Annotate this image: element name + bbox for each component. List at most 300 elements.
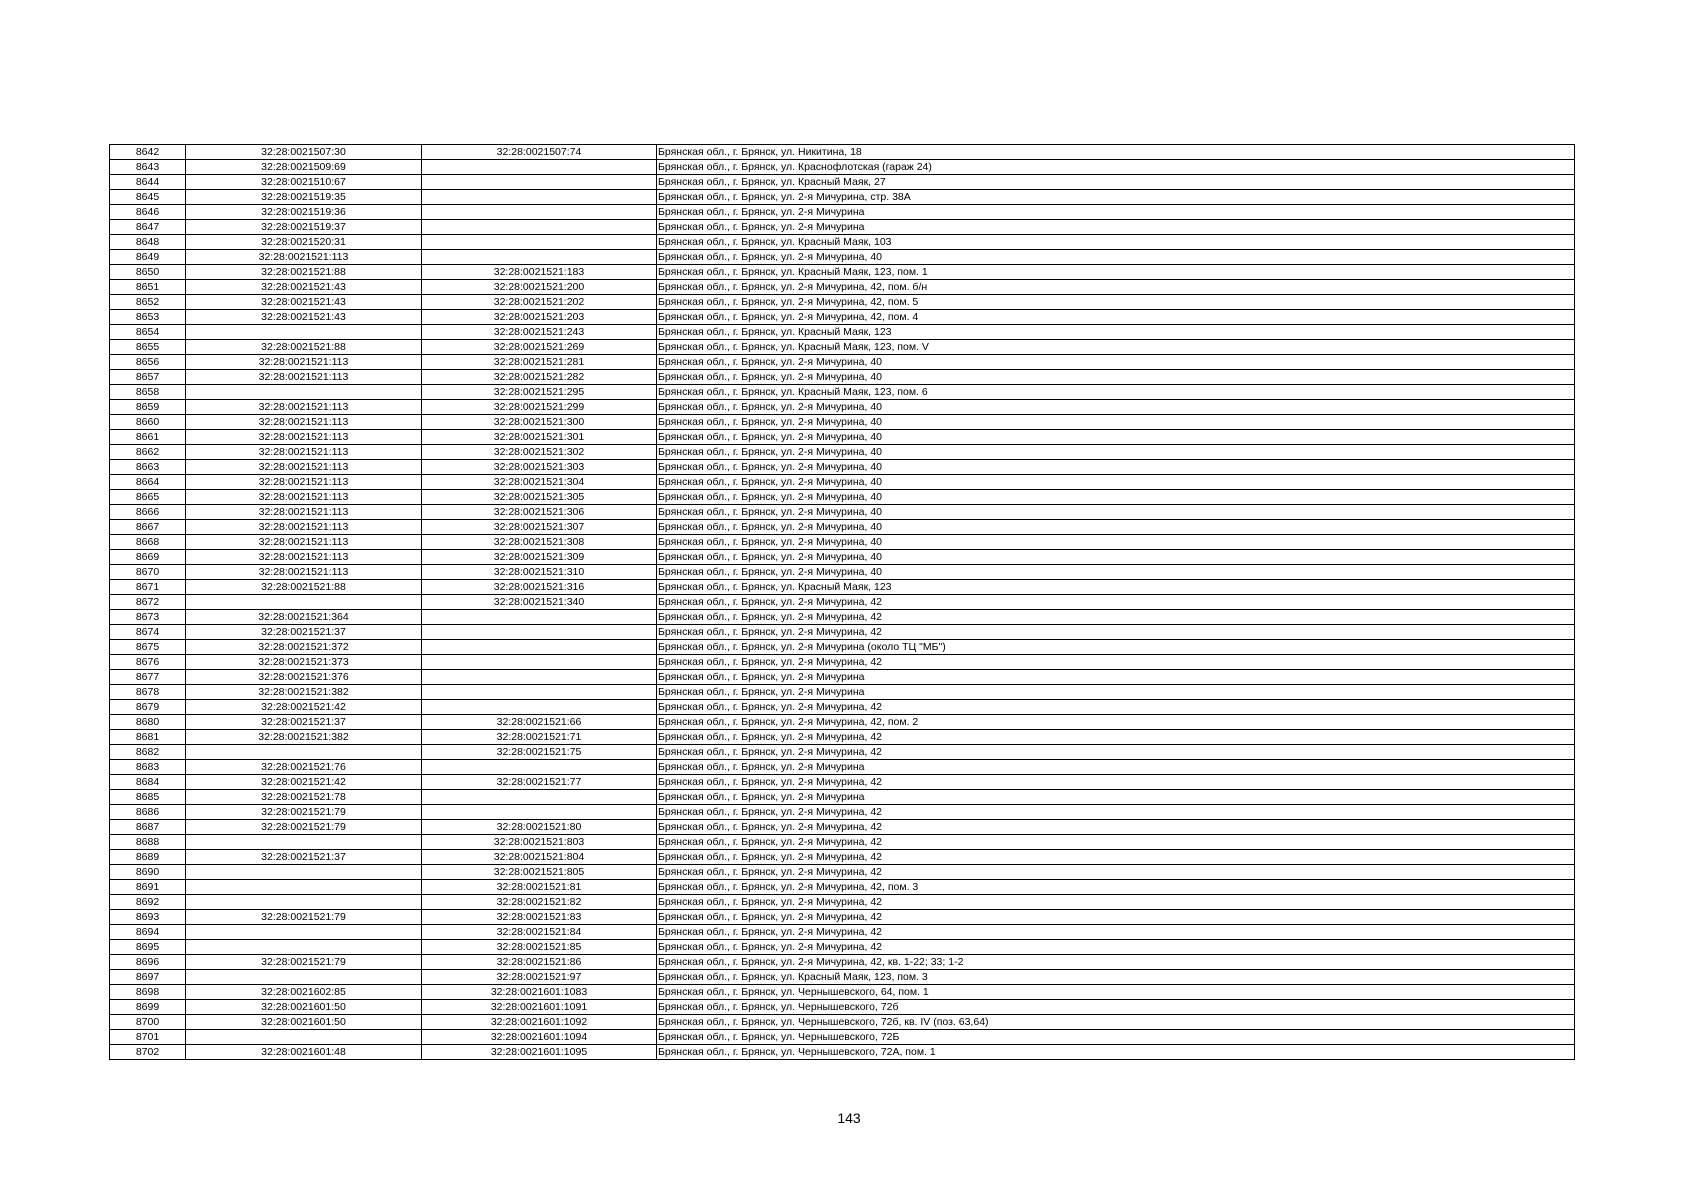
table-row bbox=[110, 370, 1575, 385]
row-number-cell: 8679 bbox=[110, 700, 186, 715]
table-row bbox=[110, 385, 1575, 400]
land-cadastral-number-cell: 32:28:0021521:372 bbox=[186, 640, 422, 655]
object-cadastral-number-cell: 32:28:0021521:304 bbox=[422, 475, 657, 490]
object-cadastral-number-cell: 32:28:0021521:86 bbox=[422, 955, 657, 970]
table-row bbox=[110, 520, 1575, 535]
object-cadastral-number-cell: 32:28:0021521:202 bbox=[422, 295, 657, 310]
land-cadastral-number-cell: 32:28:0021520:31 bbox=[186, 235, 422, 250]
address-cell: Брянская обл., г. Брянск, ул. 2-я Мичурина, 42 bbox=[657, 940, 1575, 955]
row-number-cell: 8644 bbox=[110, 175, 186, 190]
land-cadastral-number-cell: 32:28:0021521:42 bbox=[186, 775, 422, 790]
address-cell: Брянская обл., г. Брянск, ул. Чернышевского, 72б bbox=[657, 1000, 1575, 1015]
land-cadastral-number-cell: 32:28:0021521:113 bbox=[186, 535, 422, 550]
address-cell: Брянская обл., г. Брянск, ул. 2-я Мичурина, 42 bbox=[657, 595, 1575, 610]
address-cell: Брянская обл., г. Брянск, ул. 2-я Мичурина, 40 bbox=[657, 370, 1575, 385]
address-cell: Брянская обл., г. Брянск, ул. 2-я Мичурина, 40 bbox=[657, 550, 1575, 565]
row-number-cell: 8674 bbox=[110, 625, 186, 640]
land-cadastral-number-cell: 32:28:0021521:43 bbox=[186, 295, 422, 310]
land-cadastral-number-cell bbox=[186, 745, 422, 760]
land-cadastral-number-cell: 32:28:0021521:113 bbox=[186, 505, 422, 520]
row-number-cell: 8691 bbox=[110, 880, 186, 895]
address-cell: Брянская обл., г. Брянск, ул. 2-я Мичурина, 42 bbox=[657, 745, 1575, 760]
table-row bbox=[110, 700, 1575, 715]
land-cadastral-number-cell: 32:28:0021521:42 bbox=[186, 700, 422, 715]
table-row bbox=[110, 895, 1575, 910]
address-cell: Брянская обл., г. Брянск, ул. 2-я Мичурина, 42, пом. 4 bbox=[657, 310, 1575, 325]
table-row bbox=[110, 1015, 1575, 1030]
row-number-cell: 8659 bbox=[110, 400, 186, 415]
table-row bbox=[110, 1045, 1575, 1060]
land-cadastral-number-cell: 32:28:0021507:30 bbox=[186, 145, 422, 160]
object-cadastral-number-cell: 32:28:0021521:183 bbox=[422, 265, 657, 280]
table-row bbox=[110, 580, 1575, 595]
land-cadastral-number-cell: 32:28:0021509:69 bbox=[186, 160, 422, 175]
object-cadastral-number-cell bbox=[422, 190, 657, 205]
land-cadastral-number-cell bbox=[186, 865, 422, 880]
table-row bbox=[110, 430, 1575, 445]
row-number-cell: 8699 bbox=[110, 1000, 186, 1015]
land-cadastral-number-cell bbox=[186, 835, 422, 850]
object-cadastral-number-cell bbox=[422, 235, 657, 250]
row-number-cell: 8656 bbox=[110, 355, 186, 370]
object-cadastral-number-cell bbox=[422, 640, 657, 655]
table-row bbox=[110, 820, 1575, 835]
table-row bbox=[110, 160, 1575, 175]
address-cell: Брянская обл., г. Брянск, ул. Красный Маяк, 123 bbox=[657, 325, 1575, 340]
land-cadastral-number-cell: 32:28:0021521:37 bbox=[186, 715, 422, 730]
row-number-cell: 8643 bbox=[110, 160, 186, 175]
row-number-cell: 8646 bbox=[110, 205, 186, 220]
object-cadastral-number-cell: 32:28:0021507:74 bbox=[422, 145, 657, 160]
table-row bbox=[110, 955, 1575, 970]
row-number-cell: 8655 bbox=[110, 340, 186, 355]
object-cadastral-number-cell: 32:28:0021521:282 bbox=[422, 370, 657, 385]
table-row bbox=[110, 595, 1575, 610]
land-cadastral-number-cell: 32:28:0021521:78 bbox=[186, 790, 422, 805]
address-cell: Брянская обл., г. Брянск, ул. 2-я Мичурина, 42 bbox=[657, 910, 1575, 925]
registry-table-body bbox=[110, 145, 1575, 1060]
row-number-cell: 8662 bbox=[110, 445, 186, 460]
object-cadastral-number-cell bbox=[422, 610, 657, 625]
row-number-cell: 8684 bbox=[110, 775, 186, 790]
row-number-cell: 8694 bbox=[110, 925, 186, 940]
object-cadastral-number-cell: 32:28:0021521:305 bbox=[422, 490, 657, 505]
address-cell: Брянская обл., г. Брянск, ул. 2-я Мичурина, 42 bbox=[657, 865, 1575, 880]
row-number-cell: 8695 bbox=[110, 940, 186, 955]
object-cadastral-number-cell: 32:28:0021601:1092 bbox=[422, 1015, 657, 1030]
land-cadastral-number-cell: 32:28:0021521:113 bbox=[186, 565, 422, 580]
land-cadastral-number-cell: 32:28:0021521:113 bbox=[186, 250, 422, 265]
land-cadastral-number-cell: 32:28:0021601:48 bbox=[186, 1045, 422, 1060]
address-cell: Брянская обл., г. Брянск, ул. 2-я Мичурина, 40 bbox=[657, 400, 1575, 415]
table-row bbox=[110, 805, 1575, 820]
address-cell: Брянская обл., г. Брянск, ул. Красный Маяк, 27 bbox=[657, 175, 1575, 190]
land-cadastral-number-cell: 32:28:0021521:113 bbox=[186, 520, 422, 535]
address-cell: Брянская обл., г. Брянск, ул. 2-я Мичурина, 40 bbox=[657, 490, 1575, 505]
address-cell: Брянская обл., г. Брянск, ул. 2-я Мичурина, 42 bbox=[657, 925, 1575, 940]
row-number-cell: 8667 bbox=[110, 520, 186, 535]
address-cell: Брянская обл., г. Брянск, ул. 2-я Мичурина bbox=[657, 685, 1575, 700]
object-cadastral-number-cell: 32:28:0021521:82 bbox=[422, 895, 657, 910]
row-number-cell: 8680 bbox=[110, 715, 186, 730]
address-cell: Брянская обл., г. Брянск, ул. 2-я Мичурина, 40 bbox=[657, 355, 1575, 370]
address-cell: Брянская обл., г. Брянск, ул. 2-я Мичурина, 42 bbox=[657, 775, 1575, 790]
row-number-cell: 8675 bbox=[110, 640, 186, 655]
table-row bbox=[110, 1000, 1575, 1015]
object-cadastral-number-cell: 32:28:0021521:80 bbox=[422, 820, 657, 835]
row-number-cell: 8669 bbox=[110, 550, 186, 565]
object-cadastral-number-cell: 32:28:0021521:84 bbox=[422, 925, 657, 940]
row-number-cell: 8698 bbox=[110, 985, 186, 1000]
object-cadastral-number-cell: 32:28:0021521:200 bbox=[422, 280, 657, 295]
table-row bbox=[110, 505, 1575, 520]
address-cell: Брянская обл., г. Брянск, ул. 2-я Мичурина, 42 bbox=[657, 820, 1575, 835]
land-cadastral-number-cell bbox=[186, 970, 422, 985]
row-number-cell: 8697 bbox=[110, 970, 186, 985]
object-cadastral-number-cell: 32:28:0021521:85 bbox=[422, 940, 657, 955]
address-cell: Брянская обл., г. Брянск, ул. 2-я Мичурина bbox=[657, 220, 1575, 235]
address-cell: Брянская обл., г. Брянск, ул. Красный Маяк, 123, пом. 6 bbox=[657, 385, 1575, 400]
address-cell: Брянская обл., г. Брянск, ул. Чернышевского, 72А, пом. 1 bbox=[657, 1045, 1575, 1060]
address-cell: Брянская обл., г. Брянск, ул. 2-я Мичурина, 40 bbox=[657, 250, 1575, 265]
row-number-cell: 8689 bbox=[110, 850, 186, 865]
row-number-cell: 8673 bbox=[110, 610, 186, 625]
land-cadastral-number-cell: 32:28:0021521:113 bbox=[186, 415, 422, 430]
land-cadastral-number-cell bbox=[186, 880, 422, 895]
table-row bbox=[110, 715, 1575, 730]
table-row bbox=[110, 850, 1575, 865]
object-cadastral-number-cell: 32:28:0021521:281 bbox=[422, 355, 657, 370]
address-cell: Брянская обл., г. Брянск, ул. Красный Маяк, 123, пом. V bbox=[657, 340, 1575, 355]
object-cadastral-number-cell bbox=[422, 760, 657, 775]
address-cell: Брянская обл., г. Брянск, ул. Чернышевского, 72б, кв. IV (поз. 63,64) bbox=[657, 1015, 1575, 1030]
row-number-cell: 8661 bbox=[110, 430, 186, 445]
object-cadastral-number-cell: 32:28:0021521:301 bbox=[422, 430, 657, 445]
object-cadastral-number-cell: 32:28:0021521:303 bbox=[422, 460, 657, 475]
land-cadastral-number-cell: 32:28:0021521:88 bbox=[186, 340, 422, 355]
table-row bbox=[110, 265, 1575, 280]
object-cadastral-number-cell: 32:28:0021521:805 bbox=[422, 865, 657, 880]
land-cadastral-number-cell: 32:28:0021521:364 bbox=[186, 610, 422, 625]
land-cadastral-number-cell bbox=[186, 925, 422, 940]
address-cell: Брянская обл., г. Брянск, ул. 2-я Мичурина, 40 bbox=[657, 445, 1575, 460]
land-cadastral-number-cell bbox=[186, 940, 422, 955]
land-cadastral-number-cell bbox=[186, 595, 422, 610]
table-row bbox=[110, 640, 1575, 655]
row-number-cell: 8686 bbox=[110, 805, 186, 820]
table-row bbox=[110, 475, 1575, 490]
table-row bbox=[110, 940, 1575, 955]
object-cadastral-number-cell: 32:28:0021521:83 bbox=[422, 910, 657, 925]
table-row bbox=[110, 460, 1575, 475]
land-cadastral-number-cell: 32:28:0021521:76 bbox=[186, 760, 422, 775]
address-cell: Брянская обл., г. Брянск, ул. Красный Маяк, 103 bbox=[657, 235, 1575, 250]
address-cell: Брянская обл., г. Брянск, ул. 2-я Мичурина, 42, пом. 3 bbox=[657, 880, 1575, 895]
table-row bbox=[110, 220, 1575, 235]
table-row bbox=[110, 790, 1575, 805]
table-row bbox=[110, 415, 1575, 430]
row-number-cell: 8671 bbox=[110, 580, 186, 595]
row-number-cell: 8652 bbox=[110, 295, 186, 310]
table-row bbox=[110, 355, 1575, 370]
address-cell: Брянская обл., г. Брянск, ул. 2-я Мичурина, 42 bbox=[657, 655, 1575, 670]
address-cell: Брянская обл., г. Брянск, ул. Красный Маяк, 123 bbox=[657, 580, 1575, 595]
row-number-cell: 8663 bbox=[110, 460, 186, 475]
row-number-cell: 8702 bbox=[110, 1045, 186, 1060]
land-cadastral-number-cell: 32:28:0021521:88 bbox=[186, 580, 422, 595]
object-cadastral-number-cell: 32:28:0021521:308 bbox=[422, 535, 657, 550]
object-cadastral-number-cell bbox=[422, 250, 657, 265]
land-cadastral-number-cell: 32:28:0021521:113 bbox=[186, 475, 422, 490]
table-row bbox=[110, 970, 1575, 985]
row-number-cell: 8685 bbox=[110, 790, 186, 805]
object-cadastral-number-cell: 32:28:0021521:66 bbox=[422, 715, 657, 730]
row-number-cell: 8657 bbox=[110, 370, 186, 385]
row-number-cell: 8648 bbox=[110, 235, 186, 250]
object-cadastral-number-cell: 32:28:0021521:295 bbox=[422, 385, 657, 400]
address-cell: Брянская обл., г. Брянск, ул. 2-я Мичурина, 42, пом. 5 bbox=[657, 295, 1575, 310]
land-cadastral-number-cell: 32:28:0021519:37 bbox=[186, 220, 422, 235]
object-cadastral-number-cell bbox=[422, 655, 657, 670]
table-row bbox=[110, 550, 1575, 565]
row-number-cell: 8693 bbox=[110, 910, 186, 925]
row-number-cell: 8690 bbox=[110, 865, 186, 880]
land-cadastral-number-cell bbox=[186, 1030, 422, 1045]
table-row bbox=[110, 445, 1575, 460]
object-cadastral-number-cell: 32:28:0021521:81 bbox=[422, 880, 657, 895]
row-number-cell: 8672 bbox=[110, 595, 186, 610]
row-number-cell: 8658 bbox=[110, 385, 186, 400]
row-number-cell: 8688 bbox=[110, 835, 186, 850]
object-cadastral-number-cell bbox=[422, 220, 657, 235]
row-number-cell: 8670 bbox=[110, 565, 186, 580]
address-cell: Брянская обл., г. Брянск, ул. 2-я Мичурина bbox=[657, 790, 1575, 805]
table-row bbox=[110, 280, 1575, 295]
land-cadastral-number-cell: 32:28:0021521:37 bbox=[186, 850, 422, 865]
land-cadastral-number-cell: 32:28:0021521:113 bbox=[186, 460, 422, 475]
row-number-cell: 8651 bbox=[110, 280, 186, 295]
object-cadastral-number-cell bbox=[422, 205, 657, 220]
object-cadastral-number-cell: 32:28:0021521:316 bbox=[422, 580, 657, 595]
table-row bbox=[110, 1030, 1575, 1045]
object-cadastral-number-cell bbox=[422, 175, 657, 190]
object-cadastral-number-cell: 32:28:0021521:803 bbox=[422, 835, 657, 850]
table-row bbox=[110, 490, 1575, 505]
row-number-cell: 8692 bbox=[110, 895, 186, 910]
row-number-cell: 8653 bbox=[110, 310, 186, 325]
address-cell: Брянская обл., г. Брянск, ул. 2-я Мичурина, 40 bbox=[657, 460, 1575, 475]
table-row bbox=[110, 835, 1575, 850]
row-number-cell: 8678 bbox=[110, 685, 186, 700]
table-row bbox=[110, 655, 1575, 670]
page-number: 143 bbox=[837, 1110, 861, 1126]
land-cadastral-number-cell: 32:28:0021521:113 bbox=[186, 430, 422, 445]
object-cadastral-number-cell bbox=[422, 685, 657, 700]
address-cell: Брянская обл., г. Брянск, ул. 2-я Мичурина (около ТЦ "МБ") bbox=[657, 640, 1575, 655]
address-cell: Брянская обл., г. Брянск, ул. 2-я Мичурина bbox=[657, 205, 1575, 220]
land-cadastral-number-cell: 32:28:0021521:382 bbox=[186, 685, 422, 700]
table-row bbox=[110, 685, 1575, 700]
row-number-cell: 8642 bbox=[110, 145, 186, 160]
table-row bbox=[110, 295, 1575, 310]
table-row bbox=[110, 925, 1575, 940]
land-cadastral-number-cell: 32:28:0021521:113 bbox=[186, 400, 422, 415]
address-cell: Брянская обл., г. Брянск, ул. Красный Маяк, 123, пом. 3 bbox=[657, 970, 1575, 985]
table-row bbox=[110, 775, 1575, 790]
table-row bbox=[110, 565, 1575, 580]
address-cell: Брянская обл., г. Брянск, ул. 2-я Мичурина, 42, пом. б/н bbox=[657, 280, 1575, 295]
land-cadastral-number-cell: 32:28:0021602:85 bbox=[186, 985, 422, 1000]
land-cadastral-number-cell: 32:28:0021601:50 bbox=[186, 1000, 422, 1015]
row-number-cell: 8665 bbox=[110, 490, 186, 505]
address-cell: Брянская обл., г. Брянск, ул. Красный Маяк, 123, пом. 1 bbox=[657, 265, 1575, 280]
land-cadastral-number-cell: 32:28:0021521:382 bbox=[186, 730, 422, 745]
object-cadastral-number-cell: 32:28:0021521:306 bbox=[422, 505, 657, 520]
land-cadastral-number-cell: 32:28:0021519:36 bbox=[186, 205, 422, 220]
row-number-cell: 8701 bbox=[110, 1030, 186, 1045]
address-cell: Брянская обл., г. Брянск, ул. Краснофлотская (гараж 24) bbox=[657, 160, 1575, 175]
object-cadastral-number-cell: 32:28:0021521:309 bbox=[422, 550, 657, 565]
row-number-cell: 8681 bbox=[110, 730, 186, 745]
object-cadastral-number-cell: 32:28:0021521:243 bbox=[422, 325, 657, 340]
registry-table bbox=[109, 144, 1575, 1060]
land-cadastral-number-cell: 32:28:0021521:79 bbox=[186, 955, 422, 970]
table-row bbox=[110, 910, 1575, 925]
object-cadastral-number-cell bbox=[422, 805, 657, 820]
land-cadastral-number-cell: 32:28:0021521:43 bbox=[186, 280, 422, 295]
land-cadastral-number-cell: 32:28:0021521:113 bbox=[186, 550, 422, 565]
object-cadastral-number-cell: 32:28:0021521:75 bbox=[422, 745, 657, 760]
address-cell: Брянская обл., г. Брянск, ул. 2-я Мичурина, 42, кв. 1-22; 33; 1-2 bbox=[657, 955, 1575, 970]
address-cell: Брянская обл., г. Брянск, ул. 2-я Мичурина, 40 bbox=[657, 475, 1575, 490]
object-cadastral-number-cell: 32:28:0021521:302 bbox=[422, 445, 657, 460]
table-row bbox=[110, 745, 1575, 760]
row-number-cell: 8664 bbox=[110, 475, 186, 490]
row-number-cell: 8660 bbox=[110, 415, 186, 430]
table-row bbox=[110, 625, 1575, 640]
address-cell: Брянская обл., г. Брянск, ул. Чернышевского, 64, пом. 1 bbox=[657, 985, 1575, 1000]
row-number-cell: 8668 bbox=[110, 535, 186, 550]
address-cell: Брянская обл., г. Брянск, ул. 2-я Мичурина, 40 bbox=[657, 535, 1575, 550]
row-number-cell: 8647 bbox=[110, 220, 186, 235]
address-cell: Брянская обл., г. Брянск, ул. 2-я Мичурина, 42 bbox=[657, 625, 1575, 640]
address-cell: Брянская обл., г. Брянск, ул. 2-я Мичурина, 42 bbox=[657, 895, 1575, 910]
land-cadastral-number-cell: 32:28:0021521:113 bbox=[186, 370, 422, 385]
row-number-cell: 8645 bbox=[110, 190, 186, 205]
row-number-cell: 8649 bbox=[110, 250, 186, 265]
row-number-cell: 8683 bbox=[110, 760, 186, 775]
table-row bbox=[110, 205, 1575, 220]
object-cadastral-number-cell bbox=[422, 700, 657, 715]
address-cell: Брянская обл., г. Брянск, ул. 2-я Мичурина, 42 bbox=[657, 835, 1575, 850]
row-number-cell: 8677 bbox=[110, 670, 186, 685]
table-row bbox=[110, 760, 1575, 775]
row-number-cell: 8666 bbox=[110, 505, 186, 520]
land-cadastral-number-cell: 32:28:0021601:50 bbox=[186, 1015, 422, 1030]
object-cadastral-number-cell: 32:28:0021601:1094 bbox=[422, 1030, 657, 1045]
address-cell: Брянская обл., г. Брянск, ул. 2-я Мичурина, 40 bbox=[657, 505, 1575, 520]
object-cadastral-number-cell bbox=[422, 670, 657, 685]
address-cell: Брянская обл., г. Брянск, ул. 2-я Мичурина bbox=[657, 760, 1575, 775]
address-cell: Брянская обл., г. Брянск, ул. 2-я Мичурина, 40 bbox=[657, 520, 1575, 535]
land-cadastral-number-cell: 32:28:0021521:373 bbox=[186, 655, 422, 670]
land-cadastral-number-cell: 32:28:0021521:79 bbox=[186, 910, 422, 925]
table-row bbox=[110, 145, 1575, 160]
row-number-cell: 8654 bbox=[110, 325, 186, 340]
land-cadastral-number-cell: 32:28:0021519:35 bbox=[186, 190, 422, 205]
address-cell: Брянская обл., г. Брянск, ул. 2-я Мичурина, 42 bbox=[657, 850, 1575, 865]
land-cadastral-number-cell: 32:28:0021521:88 bbox=[186, 265, 422, 280]
object-cadastral-number-cell: 32:28:0021521:299 bbox=[422, 400, 657, 415]
address-cell: Брянская обл., г. Брянск, ул. 2-я Мичурина, 42 bbox=[657, 730, 1575, 745]
row-number-cell: 8696 bbox=[110, 955, 186, 970]
object-cadastral-number-cell bbox=[422, 160, 657, 175]
address-cell: Брянская обл., г. Брянск, ул. 2-я Мичурина, 42, пом. 2 bbox=[657, 715, 1575, 730]
land-cadastral-number-cell: 32:28:0021521:37 bbox=[186, 625, 422, 640]
object-cadastral-number-cell: 32:28:0021521:203 bbox=[422, 310, 657, 325]
object-cadastral-number-cell: 32:28:0021521:310 bbox=[422, 565, 657, 580]
address-cell: Брянская обл., г. Брянск, ул. 2-я Мичурина, 40 bbox=[657, 415, 1575, 430]
object-cadastral-number-cell: 32:28:0021521:804 bbox=[422, 850, 657, 865]
table-row bbox=[110, 190, 1575, 205]
object-cadastral-number-cell: 32:28:0021601:1095 bbox=[422, 1045, 657, 1060]
table-row bbox=[110, 340, 1575, 355]
land-cadastral-number-cell: 32:28:0021521:113 bbox=[186, 490, 422, 505]
row-number-cell: 8682 bbox=[110, 745, 186, 760]
row-number-cell: 8650 bbox=[110, 265, 186, 280]
table-row bbox=[110, 400, 1575, 415]
table-row bbox=[110, 670, 1575, 685]
table-row bbox=[110, 880, 1575, 895]
table-row bbox=[110, 535, 1575, 550]
object-cadastral-number-cell: 32:28:0021521:300 bbox=[422, 415, 657, 430]
object-cadastral-number-cell: 32:28:0021601:1091 bbox=[422, 1000, 657, 1015]
land-cadastral-number-cell: 32:28:0021521:43 bbox=[186, 310, 422, 325]
address-cell: Брянская обл., г. Брянск, ул. 2-я Мичурина, 42 bbox=[657, 700, 1575, 715]
address-cell: Брянская обл., г. Брянск, ул. 2-я Мичурина, 40 bbox=[657, 565, 1575, 580]
table-row bbox=[110, 250, 1575, 265]
land-cadastral-number-cell: 32:28:0021521:113 bbox=[186, 355, 422, 370]
address-cell: Брянская обл., г. Брянск, ул. 2-я Мичурина, 40 bbox=[657, 430, 1575, 445]
address-cell: Брянская обл., г. Брянск, ул. 2-я Мичурина, стр. 38А bbox=[657, 190, 1575, 205]
table-row bbox=[110, 175, 1575, 190]
object-cadastral-number-cell bbox=[422, 625, 657, 640]
object-cadastral-number-cell: 32:28:0021521:97 bbox=[422, 970, 657, 985]
object-cadastral-number-cell: 32:28:0021521:77 bbox=[422, 775, 657, 790]
address-cell: Брянская обл., г. Брянск, ул. Никитина, 18 bbox=[657, 145, 1575, 160]
land-cadastral-number-cell bbox=[186, 895, 422, 910]
land-cadastral-number-cell: 32:28:0021521:79 bbox=[186, 805, 422, 820]
land-cadastral-number-cell bbox=[186, 385, 422, 400]
row-number-cell: 8687 bbox=[110, 820, 186, 835]
land-cadastral-number-cell: 32:28:0021521:376 bbox=[186, 670, 422, 685]
table-row bbox=[110, 730, 1575, 745]
table-row bbox=[110, 865, 1575, 880]
table-row bbox=[110, 235, 1575, 250]
table-row bbox=[110, 310, 1575, 325]
object-cadastral-number-cell: 32:28:0021601:1083 bbox=[422, 985, 657, 1000]
land-cadastral-number-cell: 32:28:0021521:79 bbox=[186, 820, 422, 835]
table-row bbox=[110, 985, 1575, 1000]
address-cell: Брянская обл., г. Брянск, ул. 2-я Мичурина, 42 bbox=[657, 610, 1575, 625]
object-cadastral-number-cell bbox=[422, 790, 657, 805]
object-cadastral-number-cell: 32:28:0021521:269 bbox=[422, 340, 657, 355]
address-cell: Брянская обл., г. Брянск, ул. 2-я Мичурина bbox=[657, 670, 1575, 685]
table-row bbox=[110, 325, 1575, 340]
land-cadastral-number-cell bbox=[186, 325, 422, 340]
table-row bbox=[110, 610, 1575, 625]
row-number-cell: 8700 bbox=[110, 1015, 186, 1030]
